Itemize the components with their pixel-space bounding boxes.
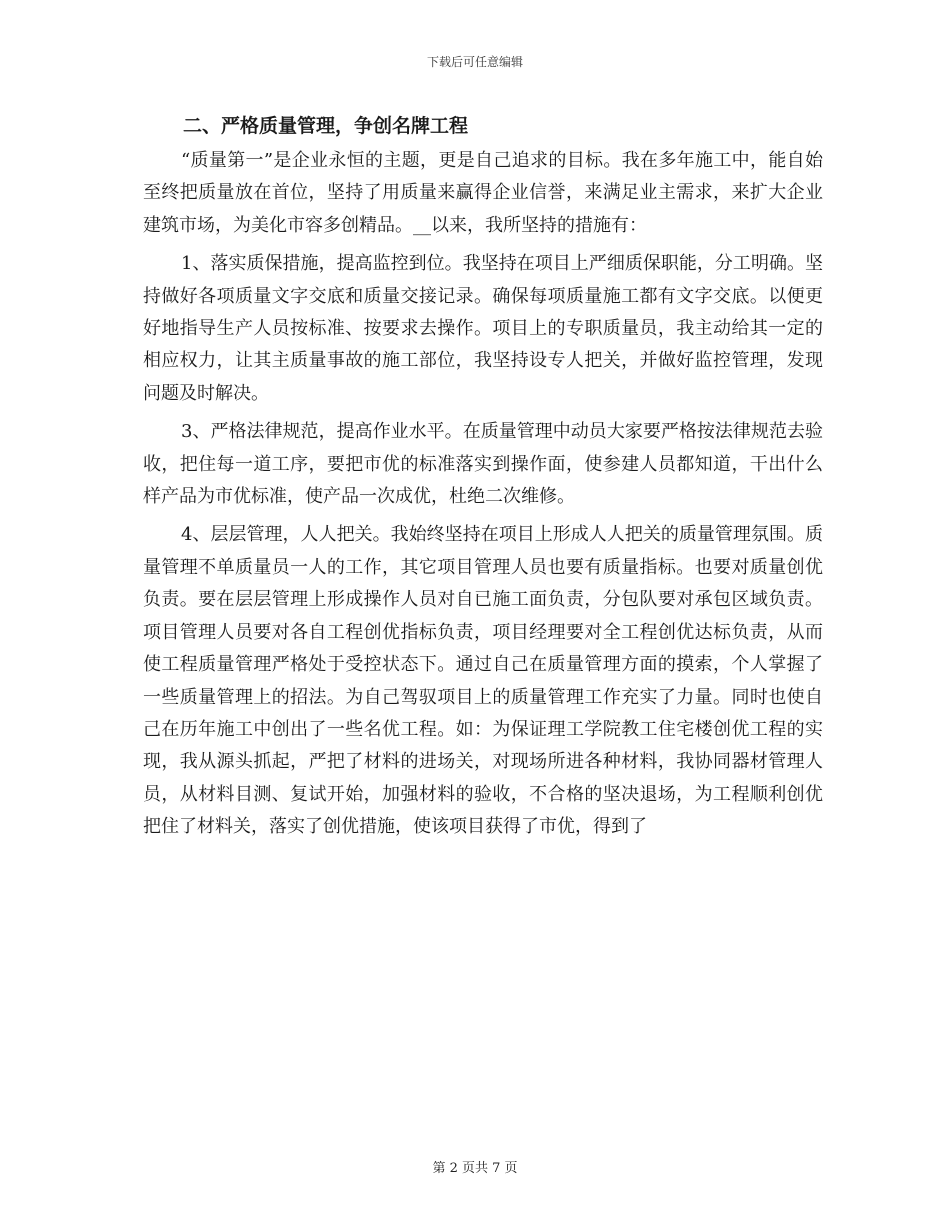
paragraph-item-3: 3、严格法律规范，提高作业水平。在质量管理中动员大家要严格按法律规范去验收，把住每一道工序，要把市优的标准落实到操作面，使参建人员都知道，干出什么样产品为市优标准，使产品一次成优，杜绝二次维修。	[143, 421, 823, 508]
page-header-note: 下载后可任意编辑	[426, 55, 523, 69]
page-number: 第 2 页共 7 页	[432, 1161, 518, 1176]
paragraph-item-4: 4、层层管理，人人把关。我始终坚持在项目上形成人人把关的质量管理氛围。质量管理不单质量员一人的工作，其它项目管理人员也要有质量指标。也要对质量创优负责。要在层层管理上形成操作人员对自已施工面负责，分包队要对承包区域负责。项目管理人员要对各自工程创优指标负责，项目经理要对全工程创优达标负责，从而使工程质量管理严格处于受控状态下。通过自己在质量管理方面的摸索，个人掌握了一些质量管理上的招法。为自己驾驭项目上的质量管理工作充实了力量。同时也使自己在历年施工中创出了一些名优工程。如：为保证理工学院教工住宅楼创优工程的实现，我从源头抓起，严把了材料的进场关，对现场所进各种材料，我协同器材管理人员，从材料目测、复试开始，加强材料的验收，不合格的坚决退场，为工程顺利创优把住了材料关，落实了创优措施，使该项目获得了市优，得到了	[143, 524, 823, 838]
section-heading: 二、严格质量管理，争创名牌工程	[183, 115, 469, 137]
paragraph-intro: “质量第一”是企业永恒的主题，更是自己追求的目标。我在多年施工中，能自始至终把质量放在首位，坚持了用质量来赢得企业信誉，来满足业主需求，来扩大企业建筑市场，为美化市容多创精品。__以来，我所坚持的措施有：	[143, 150, 823, 236]
document-body	[143, 110, 823, 850]
paragraph-item-1: 1、落实质保措施，提高监控到位。我坚持在项目上严细质保职能，分工明确。坚持做好各项质量文字交底和质量交接记录。确保每项质量施工都有文字交底。以便更好地指导生产人员按标准、按要求去操作。项目上的专职质量员，我主动给其一定的相应权力，让其主质量事故的施工部位，我坚持设专人把关，并做好监控管理，发现问题及时解决。	[143, 253, 823, 404]
